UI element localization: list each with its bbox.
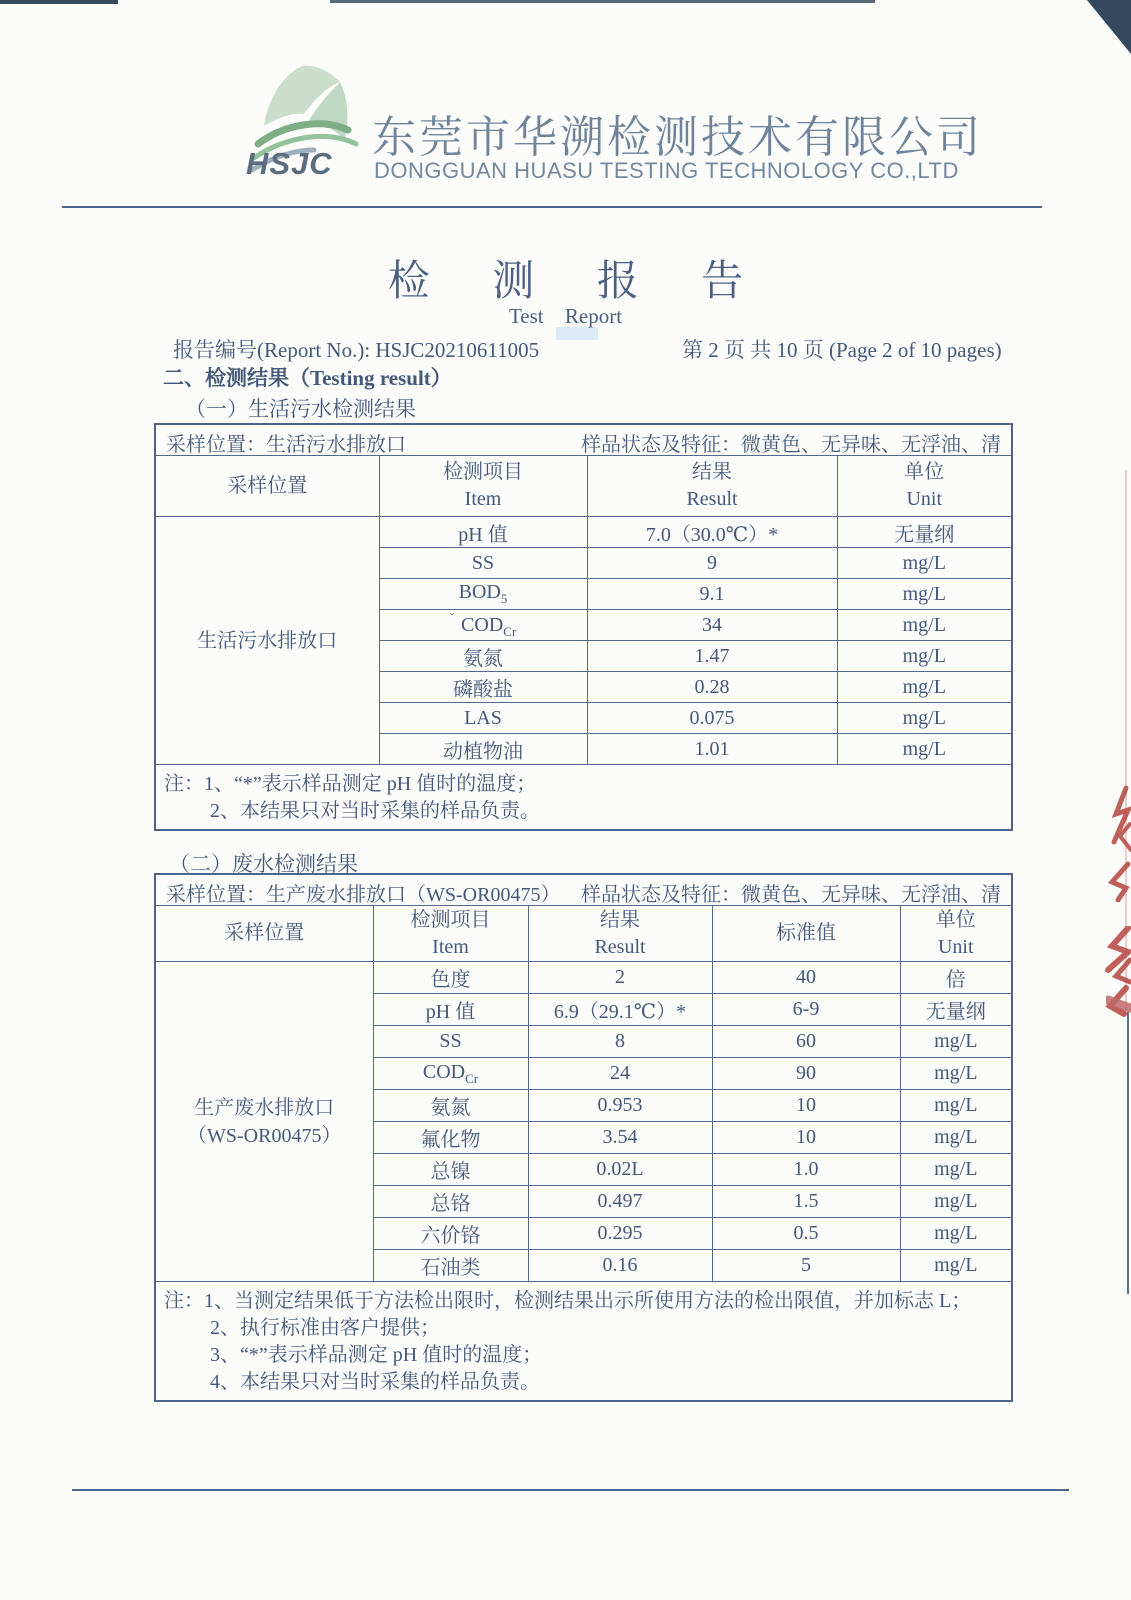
standard-cell: 10 bbox=[712, 1122, 900, 1154]
unit-cell: mg/L bbox=[837, 672, 1012, 703]
col-header-item bbox=[373, 906, 528, 962]
sampling-location-label: 采样位置：生产废水排放口（WS-OR00475） bbox=[166, 884, 561, 906]
table-banner-row bbox=[155, 424, 1012, 456]
subsection-heading-1: （一）生活污水检测结果 bbox=[185, 397, 416, 421]
report-title-en: Test Report bbox=[508, 304, 623, 328]
scan-corner-artifact bbox=[1087, 0, 1131, 54]
unit-cell: 倍 bbox=[900, 962, 1012, 994]
item-cell: 磷酸盐 bbox=[379, 672, 587, 703]
header-divider bbox=[62, 206, 1042, 208]
result-cell: 2 bbox=[528, 962, 712, 994]
item-cell: $BOD_5$ bbox=[379, 579, 587, 610]
item-cell: 氨氮 bbox=[379, 641, 587, 672]
company-name-cn: 东莞市华溯检测技术有限公司 bbox=[372, 113, 983, 162]
scan-edge-artifact bbox=[0, 0, 118, 4]
table-header-row bbox=[155, 456, 1012, 517]
standard-cell: 10 bbox=[712, 1090, 900, 1122]
result-cell: 0.02L bbox=[528, 1154, 712, 1186]
result-cell: 8 bbox=[528, 1026, 712, 1058]
sampling-location-label: 采样位置：生活污水排放口 bbox=[166, 434, 406, 456]
col-header-item-en: Item bbox=[464, 488, 502, 510]
col-header-item-en: Item bbox=[432, 935, 469, 958]
col-header-unit-cn: 单位 bbox=[904, 461, 945, 483]
unit-cell: mg/L bbox=[837, 610, 1012, 641]
note-line: 4、本结果只对当时采集的样品负责。 bbox=[210, 1371, 540, 1393]
item-cell: 氨氮 bbox=[373, 1090, 528, 1122]
location-line: 生产废水排放口 bbox=[194, 1096, 335, 1119]
item-cell: 氟化物 bbox=[373, 1122, 528, 1154]
notes-cell bbox=[155, 1282, 1012, 1402]
unit-cell: mg/L bbox=[900, 1154, 1012, 1186]
item-cell: 动植物油 bbox=[379, 734, 587, 765]
unit-cell: mg/L bbox=[900, 1026, 1012, 1058]
col-header-result-cn: 结果 bbox=[600, 908, 640, 931]
note-line: 2、本结果只对当时采集的样品负责。 bbox=[210, 800, 540, 822]
subsection-heading-2: （二）废水检测结果 bbox=[169, 852, 358, 876]
item-cell: 石油类 bbox=[373, 1250, 528, 1282]
scan-edge-artifact bbox=[330, 0, 875, 3]
col-header-unit-en: Unit bbox=[906, 488, 943, 510]
logo-text: HSJC bbox=[246, 146, 333, 181]
col-header-item bbox=[379, 456, 587, 517]
unit-cell: mg/L bbox=[837, 641, 1012, 672]
unit-cell: mg/L bbox=[900, 1250, 1012, 1282]
company-name-en: DONGGUAN HUASU TESTING TECHNOLOGY CO.,LTD bbox=[374, 158, 959, 183]
result-cell: 34 bbox=[587, 610, 837, 641]
item-cell: pH 值 bbox=[379, 517, 587, 548]
red-seal-fragment bbox=[1106, 994, 1131, 1016]
banner-cell bbox=[155, 424, 1012, 456]
page-indicator: 第 2 页 共 10 页 (Page 2 of 10 pages) bbox=[682, 338, 1002, 362]
note-line: 注：1、“*”表示样品测定 pH 值时的温度； bbox=[164, 773, 537, 795]
item-cell: $^ˇ$ $COD_{Cr}$ bbox=[379, 610, 587, 641]
table-notes-row bbox=[155, 1282, 1012, 1402]
result-cell: 0.16 bbox=[528, 1250, 712, 1282]
red-seal-fragment bbox=[1106, 784, 1131, 902]
unit-cell: 无量纲 bbox=[837, 517, 1012, 548]
table-row bbox=[155, 962, 1012, 994]
result-cell: 0.497 bbox=[528, 1186, 712, 1218]
standard-cell: 90 bbox=[712, 1058, 900, 1090]
item-cell: $COD_{Cr}$ bbox=[373, 1058, 528, 1090]
unit-cell: mg/L bbox=[837, 734, 1012, 765]
col-header-result-en: Result bbox=[686, 488, 738, 510]
unit-cell: mg/L bbox=[900, 1186, 1012, 1218]
unit-cell: mg/L bbox=[837, 548, 1012, 579]
standard-cell: 6-9 bbox=[712, 994, 900, 1026]
unit-cell: mg/L bbox=[837, 579, 1012, 610]
col-header-result bbox=[587, 456, 837, 517]
location-cell bbox=[155, 962, 373, 1282]
col-header-standard: 标准值 bbox=[712, 906, 900, 962]
col-header-unit-en: Unit bbox=[937, 935, 974, 958]
location-cell: 生活污水排放口 bbox=[155, 517, 379, 765]
table-row bbox=[155, 517, 1012, 548]
sample-state-label: 样品状态及特征：微黄色、无异味、无浮油、清 bbox=[581, 434, 1001, 456]
standard-cell: 60 bbox=[712, 1026, 900, 1058]
col-header-unit-cn: 单位 bbox=[935, 908, 976, 931]
item-cell: pH 值 bbox=[373, 994, 528, 1026]
domestic-sewage-table bbox=[154, 423, 1013, 831]
col-header-unit bbox=[900, 906, 1012, 962]
standard-cell: 1.0 bbox=[712, 1154, 900, 1186]
item-cell: 色度 bbox=[373, 962, 528, 994]
result-cell: 1.01 bbox=[587, 734, 837, 765]
item-cell: LAS bbox=[379, 703, 587, 734]
result-cell: 3.54 bbox=[528, 1122, 712, 1154]
item-cell: 总镍 bbox=[373, 1154, 528, 1186]
col-header-result bbox=[528, 906, 712, 962]
unit-cell: 无量纲 bbox=[900, 994, 1012, 1026]
table-notes-row bbox=[155, 765, 1012, 831]
col-header-result-cn: 结果 bbox=[692, 461, 732, 483]
note-line: 注：1、当测定结果低于方法检出限时，检测结果出示所使用方法的检出限值，并加标志 L； bbox=[164, 1290, 972, 1312]
notes-cell bbox=[155, 765, 1012, 831]
unit-cell: mg/L bbox=[900, 1090, 1012, 1122]
result-cell: 24 bbox=[528, 1058, 712, 1090]
section-heading: 二、检测结果（Testing result） bbox=[163, 366, 452, 390]
footer-divider bbox=[72, 1489, 1069, 1491]
note-line: 2、执行标准由客户提供； bbox=[210, 1317, 440, 1339]
report-number: 报告编号(Report No.): HSJC20210611005 bbox=[173, 338, 540, 362]
col-header-result-en: Result bbox=[594, 935, 646, 958]
item-cell: 六价铬 bbox=[373, 1218, 528, 1250]
report-title-cn: 检 测 报 告 bbox=[387, 259, 770, 305]
col-header-location: 采样位置 bbox=[155, 456, 379, 517]
item-cell: SS bbox=[379, 548, 587, 579]
result-cell: 1.47 bbox=[587, 641, 837, 672]
result-cell: 6.9（29.1℃）* bbox=[528, 994, 712, 1026]
unit-cell: mg/L bbox=[837, 703, 1012, 734]
standard-cell: 5 bbox=[712, 1250, 900, 1282]
standard-cell: 40 bbox=[712, 962, 900, 994]
item-cell: SS bbox=[373, 1026, 528, 1058]
standard-cell: 1.5 bbox=[712, 1186, 900, 1218]
result-cell: 9.1 bbox=[587, 579, 837, 610]
col-header-unit bbox=[837, 456, 1012, 517]
table-header-row bbox=[155, 906, 1012, 962]
note-line: 3、“*”表示样品测定 pH 值时的温度； bbox=[210, 1344, 543, 1366]
col-header-location: 采样位置 bbox=[155, 906, 373, 962]
unit-cell: mg/L bbox=[900, 1058, 1012, 1090]
result-cell: 0.295 bbox=[528, 1218, 712, 1250]
location-line: （WS-OR00475） bbox=[187, 1124, 342, 1147]
result-cell: 7.0（30.0℃）* bbox=[587, 517, 837, 548]
sample-state-label: 样品状态及特征：微黄色、无异味、无浮油、清 bbox=[581, 884, 1001, 906]
result-cell: 9 bbox=[587, 548, 837, 579]
banner-cell bbox=[155, 874, 1012, 906]
unit-cell: mg/L bbox=[900, 1218, 1012, 1250]
standard-cell: 0.5 bbox=[712, 1218, 900, 1250]
result-cell: 0.28 bbox=[587, 672, 837, 703]
col-header-item-cn: 检测项目 bbox=[410, 908, 491, 931]
item-cell: 总铬 bbox=[373, 1186, 528, 1218]
table-banner-row bbox=[155, 874, 1012, 906]
page-edge-line bbox=[1127, 1012, 1129, 1294]
result-cell: 0.953 bbox=[528, 1090, 712, 1122]
col-header-item-cn: 检测项目 bbox=[443, 461, 523, 483]
production-wastewater-table bbox=[154, 873, 1013, 1402]
result-cell: 0.075 bbox=[587, 703, 837, 734]
unit-cell: mg/L bbox=[900, 1122, 1012, 1154]
